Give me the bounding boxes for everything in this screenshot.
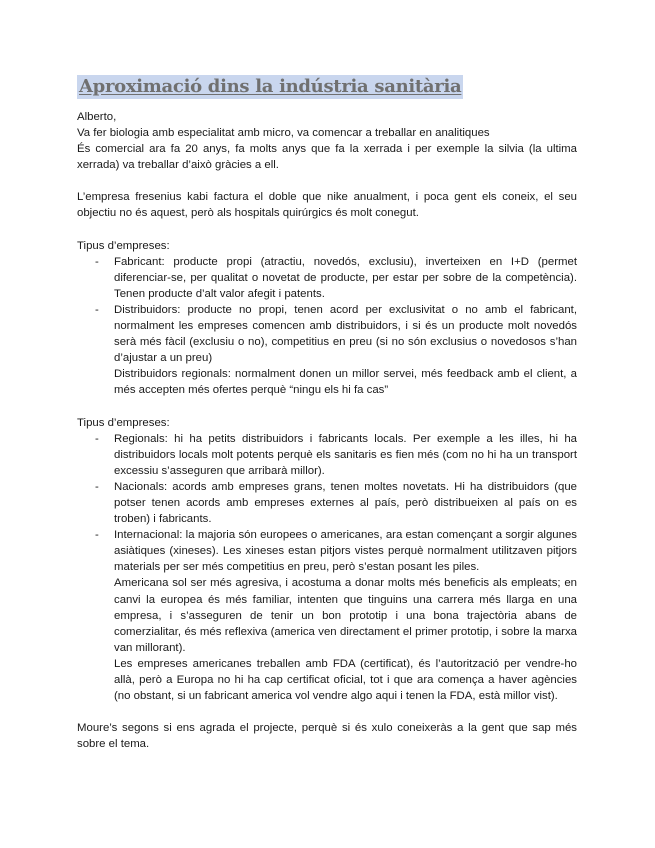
intro-line-name: Alberto, — [77, 111, 117, 123]
list-item-subparagraph: Les empreses americanes treballen amb FDA (certificat), és l’autorització per vendre-ho allà, però a Europa no hi ha cap certificat oficial, tot i que ara comença a haver agències (no obstant, si un fabricant america vol vendre algo aqui i tenen la FDA, està millor vist). — [114, 657, 577, 703]
section1-heading: Tipus d’empreses: — [77, 239, 170, 252]
section2-list — [77, 431, 577, 705]
list-item-nacionals — [77, 479, 577, 527]
section1-list — [77, 254, 577, 399]
spacer — [77, 704, 577, 720]
list-item-text: Distribuidors: producte no propi, tenen acord per exclusivitat o no amb el fabricant, normalment les empreses comencen amb distribuidors, i si és un producte molt novedós serà més fàcil (exclusiu o no), competitius en preu (si no són exclusius o novedosos s’han d’ajustar a un preu) — [114, 303, 577, 365]
intro-line-studies: Va fer biologia amb especialitat amb micro, va comencar a treballar en analitiques — [77, 127, 490, 140]
bullet-dash: - — [95, 432, 99, 445]
list-item-subparagraph: Americana sol ser més agresiva, i acostuma a donar molts més beneficis als empleats; en canvi la europea és més familiar, intenten que tinguins una carrera més llarga en una empresa, i s’asseguren de tenir un bon prototip i una bona trajectòria abans de comerzialitar, és més reflexiva (america ven directament el primer prototip, i sobre la marxa van millorant). — [114, 577, 577, 654]
closing-paragraph: Moure’s segons si ens agrada el projecte, perquè si és xulo coneixeràs a la gent que sap més sobre el tema. — [77, 722, 577, 751]
list-item-fabricant — [77, 254, 577, 302]
bullet-dash: - — [95, 255, 99, 268]
spacer — [77, 222, 577, 238]
fresenius-paragraph: L’empresa fresenius kabi factura el doble que nike anualment, i poca gent els coneix, el seu objectiu no és aquest, però als hospitals quirúrgics és molt conegut. — [77, 191, 577, 220]
bullet-dash: - — [95, 480, 99, 493]
list-item-text: Fabricant: producte propi (atractiu, novedós, exclusiu), inverteixen en I+D (permet diferenciar-se, per qualitat o novetat de producte, per estar per sobre de la competència). Tenen producte d’alt valor afegit i patents. — [114, 255, 577, 300]
list-item-subparagraph: Distribuidors regionals: normalment donen un millor servei, més feedback amb el client, a més accepten més ofertes perquè “ningu els hi fa cas” — [114, 368, 577, 397]
intro-line-career: És comercial ara fa 20 anys, fa molts anys que fa la xerrada i per exemple la silvia (la ultima xerrada) va treballar d’això gràcies a ell. — [77, 143, 577, 172]
bullet-dash: - — [95, 529, 99, 542]
list-item-text: Internacional: la majoria són europees o americanes, ara estan començant a sorgir algunes asiàtiques (xineses). Les xineses estan pitjors vistes perquè normalment utilitzaven pitjors materials per ser més competitius en preu, però s’estan posant les piles. — [114, 529, 577, 574]
spacer — [77, 173, 577, 189]
list-item-regionals — [77, 431, 577, 479]
document-title: Aproximació dins la indústria sanitària — [79, 76, 462, 97]
document-body — [77, 109, 577, 752]
list-item-internacional — [77, 527, 577, 704]
list-item-distribuidors — [77, 302, 577, 399]
list-item-text: Regionals: hi ha petits distribuidors i fabricants locals. Per exemple a les illes, hi ha distribuidors locals molt potents perquè els sanitaris es fien més (com no hi ha un transport excessiu s’asseguren que arribarà millor). — [114, 432, 577, 477]
bullet-dash: - — [95, 303, 99, 316]
section2-heading: Tipus d’empreses: — [77, 416, 170, 429]
list-item-text: Nacionals: acords amb empreses grans, tenen moltes novetats. Hi ha distribuidors (que potser tenen acords amb empreses externes al país, però distribueixen al país on es troben) i fabricants. — [114, 480, 577, 526]
spacer — [77, 399, 577, 415]
